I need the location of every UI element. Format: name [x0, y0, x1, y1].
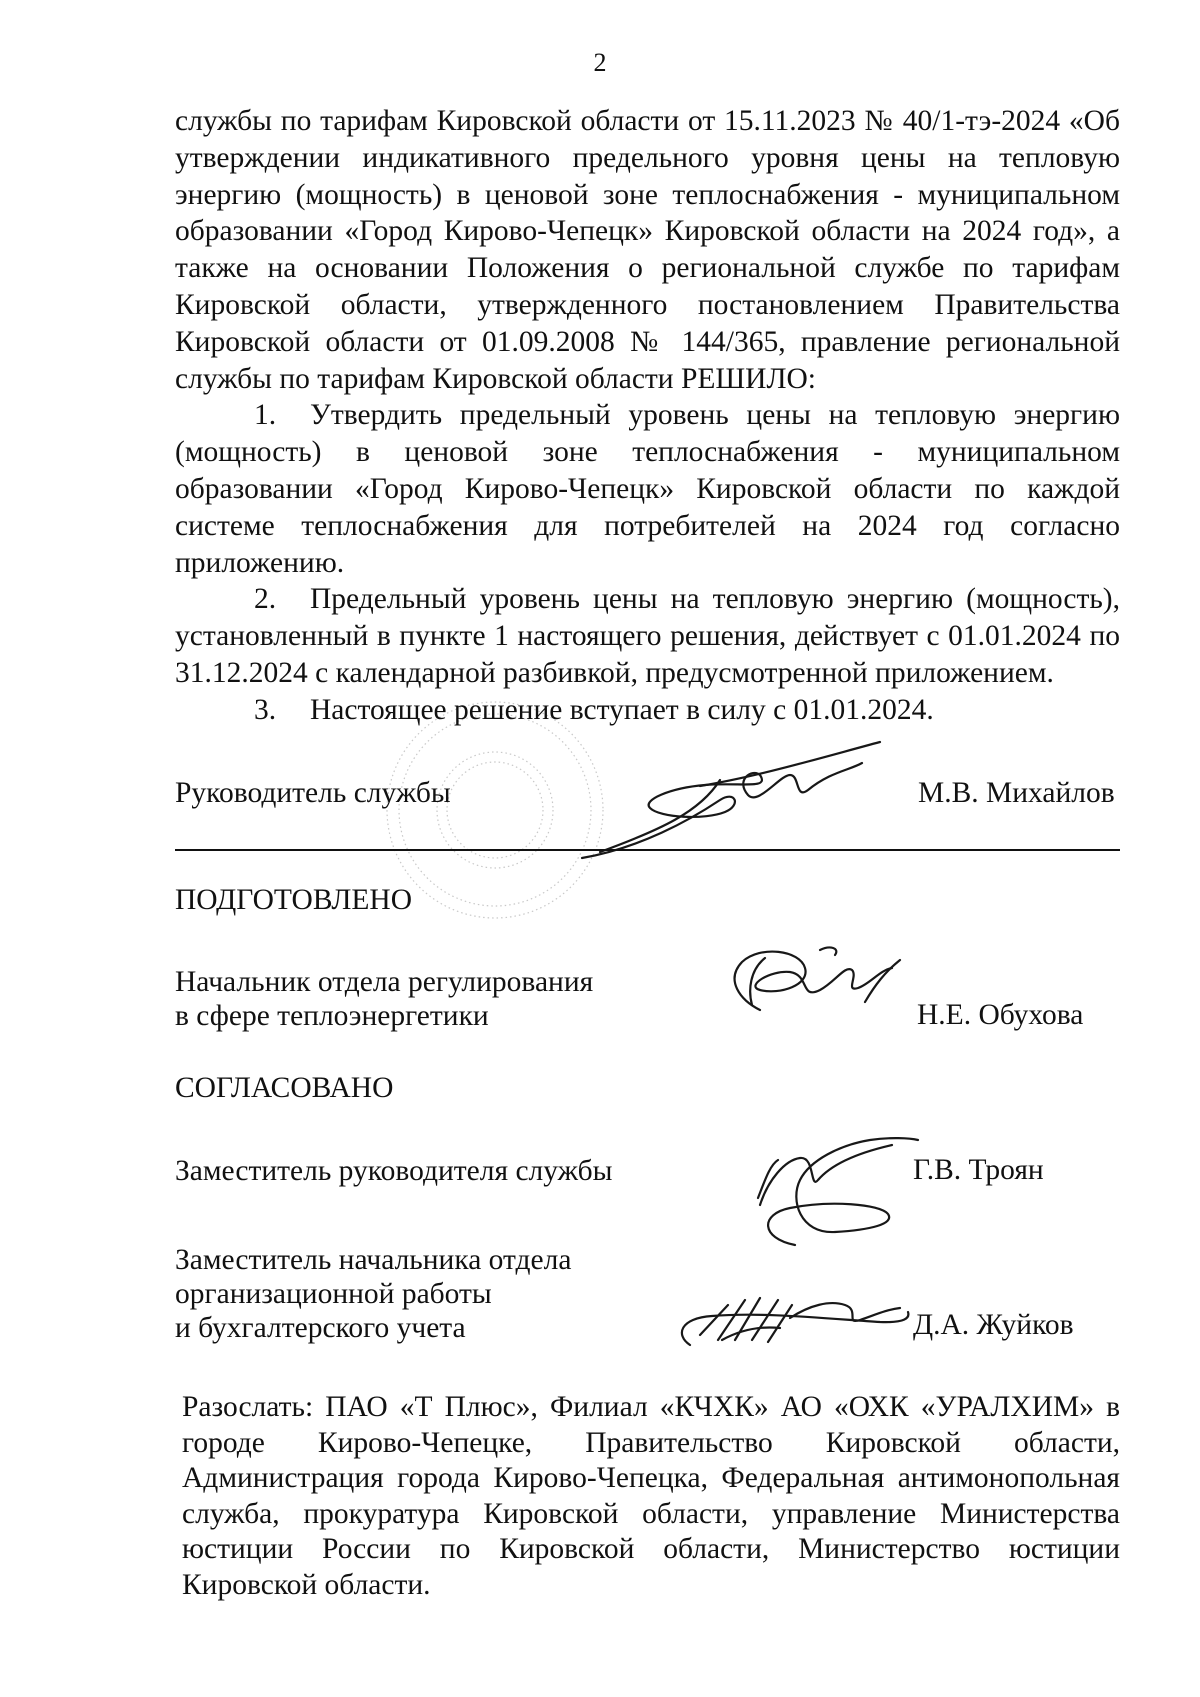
agreed-heading: СОГЛАСОВАНО: [175, 1072, 394, 1104]
decision-item: [175, 692, 1120, 729]
prepared-title-line: Начальник отдела регулирования: [175, 966, 594, 998]
prepared-title: [175, 965, 593, 1033]
decision-body: [175, 103, 1120, 729]
agreed-signer-name: Д.А. Жуйков: [913, 1309, 1074, 1341]
agreed-signer-name: Г.В. Троян: [913, 1154, 1044, 1186]
signature-mikhailov: [582, 742, 880, 858]
decision-number: 3.: [254, 693, 277, 726]
decision-text: Настоящее решение вступает в силу с 01.01.2024.: [310, 693, 934, 726]
signature-obukhova: [735, 948, 900, 1010]
decision-item: [175, 397, 1120, 581]
decision-item: [175, 581, 1120, 691]
decision-text: Предельный уровень цены на тепловую энергию (мощность), установленный в пункте 1 настоящего решения, действует с 01.01.2024 по 31.12.2024 с календарной разбивкой, предусмотренной приложением.: [175, 583, 1120, 689]
intro-paragraph: службы по тарифам Кировской области от 15.11.2023 № 40/1-тэ-2024 «Об утверждении индикативного предельного уровня цены на тепловую энергию (мощность) в ценовой зоне теплоснабжения - муниципальном образовании «Город Кирово-Чепецк» Кировской области на 2024 год», а также на основании Положения о региональной службе по тарифам Кировской области, утвержденного постановлением Правительства Кировской области от 01.09.2008 № 144/365, правление региональной службы по тарифам Кировской области РЕШИЛО:: [175, 105, 1120, 395]
signature-divider: [175, 849, 1120, 851]
signature-zhuykov: [682, 1298, 908, 1345]
decision-number: 2.: [254, 583, 277, 616]
prepared-name: Н.Е. Обухова: [917, 999, 1084, 1031]
decision-text: Утвердить предельный уровень цены на тепловую энергию (мощность) в ценовой зоне теплоснабжения - муниципальном образовании «Город Кирово-Чепецк» Кировской области по каждой системе теплоснабжения для потребителей на 2024 год согласно приложению.: [175, 399, 1120, 579]
decision-number: 1.: [254, 399, 277, 432]
head-signer-title: Руководитель службы: [175, 777, 451, 809]
agreed-title-line: и бухгалтерского учета: [175, 1312, 466, 1344]
head-signer-name: М.В. Михайлов: [918, 777, 1115, 809]
official-seal: [387, 702, 603, 918]
agreed-signer-title: [175, 1243, 571, 1345]
prepared-title-line: в сфере теплоэнергетики: [175, 1000, 489, 1032]
agreed-title-line: Заместитель руководителя службы: [175, 1155, 613, 1187]
distribution-list: Разослать: ПАО «Т Плюс», Филиал «КЧХК» АО «ОХК «УРАЛХИМ» в городе Кирово-Чепецке, Правительство Кировской области, Администрация города Кирово-Чепецка, Федеральная антимонопольная служба, прокуратура Кировской области, управление Министерства юстиции России по Кировской области, Министерство юстиции Кировской области.: [182, 1391, 1120, 1601]
prepared-heading: ПОДГОТОВЛЕНО: [175, 884, 413, 916]
agreed-title-line: Заместитель начальника отдела: [175, 1244, 572, 1276]
signature-troyan: [758, 1138, 918, 1245]
agreed-title-line: организационной работы: [175, 1278, 492, 1310]
agreed-signer-title: [175, 1154, 612, 1188]
page-number: 2: [593, 48, 607, 77]
